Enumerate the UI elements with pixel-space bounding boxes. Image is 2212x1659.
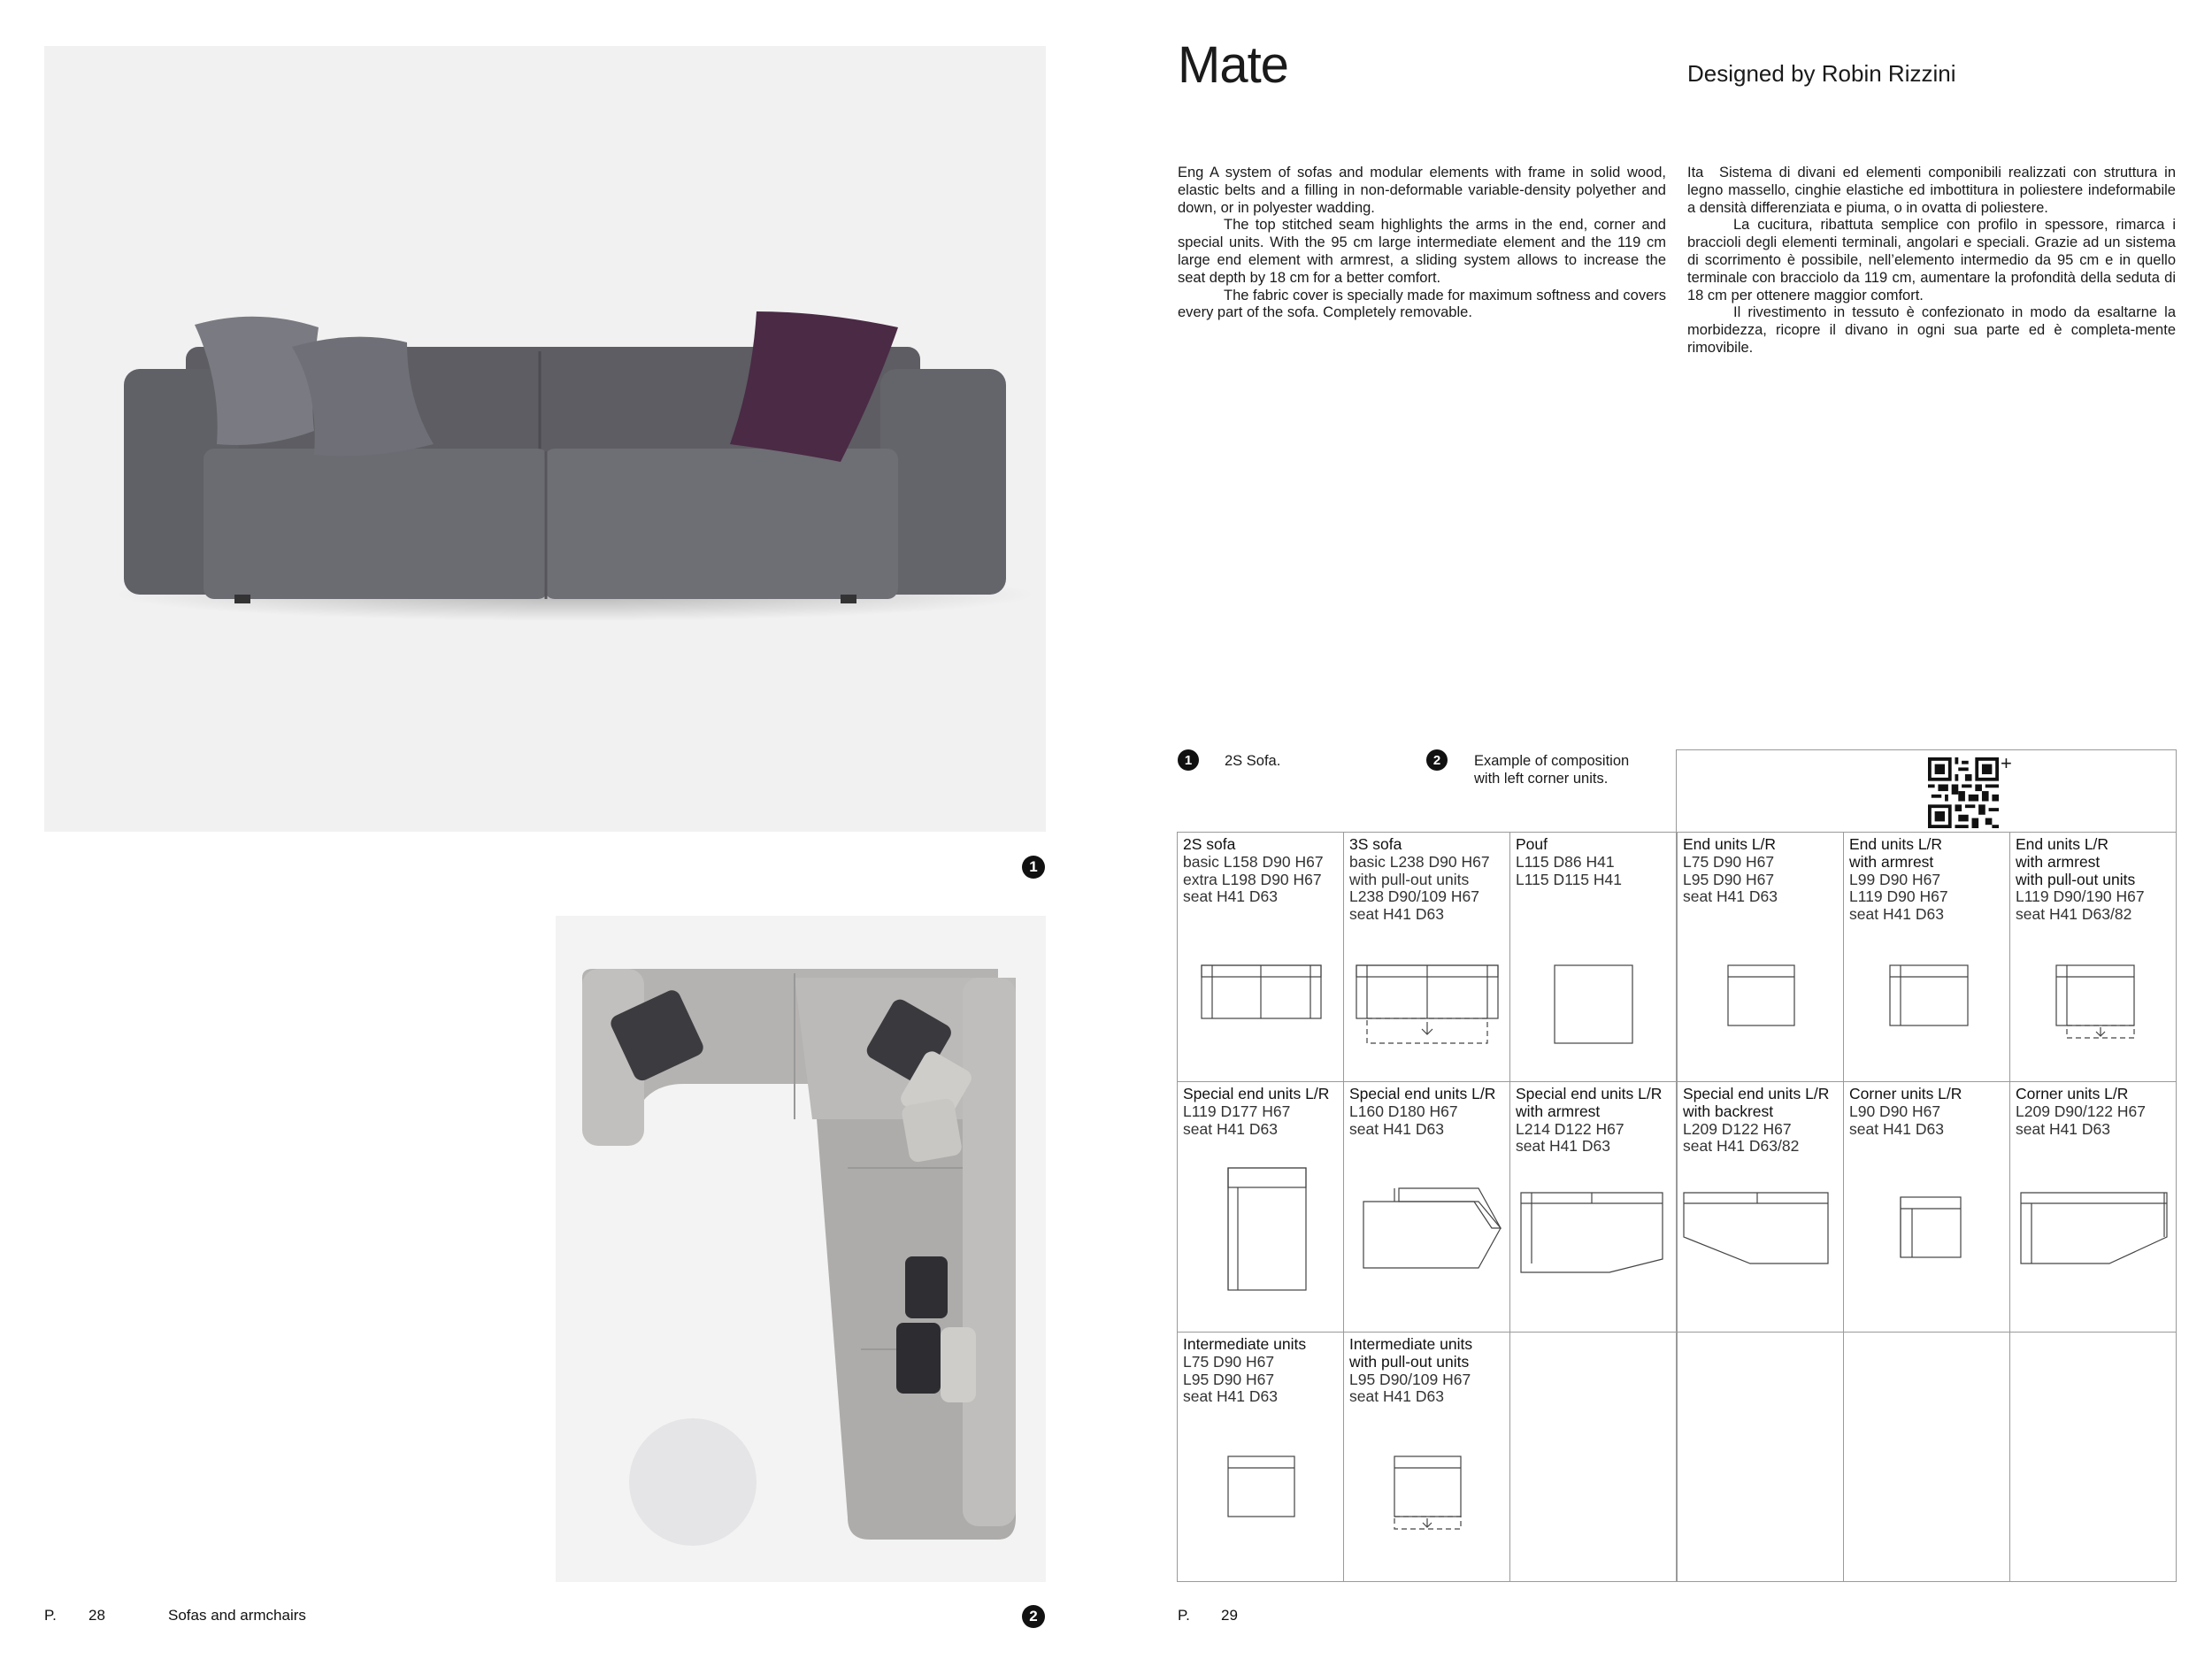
unit-technical-drawing xyxy=(1346,1455,1510,1587)
unit-dimension: seat H41 D63 xyxy=(2016,1119,2111,1138)
empty-unit-cell xyxy=(1677,1332,1844,1582)
unit-dimension: seat H41 D63 xyxy=(1183,1119,1279,1138)
unit-dimension: extra L198 D90 H67 xyxy=(1183,870,1322,888)
unit-dimension: L75 D90 H67 xyxy=(1683,852,1775,871)
unit-technical-drawing xyxy=(1846,964,2010,1096)
language-label-it: Ita xyxy=(1687,165,1704,180)
unit-dimension: L214 D122 H67 xyxy=(1516,1119,1624,1138)
unit-name: End units L/R xyxy=(2016,835,2109,853)
unit-technical-drawing xyxy=(1512,964,1677,1096)
unit-spec-text xyxy=(1683,1086,1829,1156)
unit-technical-drawing xyxy=(1346,964,1510,1096)
unit-spec-text xyxy=(1683,836,1778,906)
footer-prefix-right: P. xyxy=(1178,1607,1190,1624)
unit-spec-text xyxy=(1183,1086,1329,1138)
unit-spec-text xyxy=(1349,1336,1472,1406)
description-it-paragraph: La cucitura, ribattuta semplice con profilo in spessore, rimarca i braccioli degli elementi terminali, angolari e speciali. Grazie ad un sistema di scorrimento è possibile, nell’elemento intermedio da 95 cm e in quello terminale con bracciolo da 119 cm, aumentare la profondità della seduta di 18 cm per ottenere maggior comfort. xyxy=(1687,217,2176,303)
unit-dimension: seat H41 D63 xyxy=(1849,1119,1945,1138)
empty-unit-cell xyxy=(2009,1332,2177,1582)
description-en-paragraph: The fabric cover is specially made for maximum softness and covers every part of the sofa. Completely removable. xyxy=(1178,287,1666,321)
unit-spec-text xyxy=(1183,836,1324,906)
unit-dimension: basic L158 D90 H67 xyxy=(1183,852,1324,871)
caption-marker-1: 1 xyxy=(1178,749,1199,771)
unit-name: Special end units L/R xyxy=(1349,1085,1496,1102)
unit-dimension: L209 D90/122 H67 xyxy=(2016,1102,2146,1120)
product-title: Mate xyxy=(1178,36,1288,94)
unit-dimension: seat H41 D63 xyxy=(1349,905,1445,924)
unit-dimension: L115 D115 H41 xyxy=(1516,870,1622,888)
unit-dimension: basic L238 D90 H67 xyxy=(1349,852,1490,871)
photo-marker-1: 1 xyxy=(1022,856,1045,879)
unit-dimension: seat H41 D63 xyxy=(1849,905,1945,924)
unit-technical-drawing xyxy=(1179,1455,1344,1587)
unit-spec-text xyxy=(1849,1086,1962,1138)
description-en-paragraph: A system of sofas and modular elements with frame in solid wood, elastic belts and a filling in non-deformable variable-density polyether and down, or in polyester wadding. xyxy=(1178,165,1666,216)
unit-name: Corner units L/R xyxy=(2016,1085,2129,1102)
unit-cell xyxy=(1843,832,2010,1082)
unit-technical-drawing xyxy=(2012,964,2177,1096)
unit-spec-text xyxy=(1516,836,1622,888)
caption-2-line: Example of composition xyxy=(1474,753,1630,769)
caption-marker-2: 2 xyxy=(1426,749,1448,771)
description-en-paragraph: The top stitched seam highlights the arms in the end, corner and special units. With the 95 cm large intermediate element and the 119 cm large end element with armrest, a sliding system allows to increase the seat depth by 18 cm for a better comfort. xyxy=(1178,217,1666,286)
dimensions-grid xyxy=(1178,833,2177,1582)
unit-dimension: L99 D90 H67 xyxy=(1849,870,1941,888)
unit-technical-drawing xyxy=(1846,1166,2010,1299)
unit-dimension: L119 D90 H67 xyxy=(1849,887,1948,906)
unit-spec-text xyxy=(2016,1086,2146,1138)
unit-dimension: seat H41 D63/82 xyxy=(2016,905,2132,924)
unit-technical-drawing xyxy=(2012,1166,2177,1299)
unit-spec-text xyxy=(1349,1086,1495,1138)
unit-dimension: L119 D177 H67 xyxy=(1183,1102,1291,1120)
unit-name: End units L/R xyxy=(1683,835,1777,853)
unit-dimension: L95 D90 H67 xyxy=(1183,1370,1275,1388)
unit-cell xyxy=(2009,832,2177,1082)
sofa-front-photo xyxy=(44,46,1046,832)
unit-dimension: seat H41 D63 xyxy=(1349,1387,1445,1406)
unit-spec-text xyxy=(1849,836,1948,924)
unit-dimension: L90 D90 H67 xyxy=(1849,1102,1941,1120)
unit-cell xyxy=(1677,1081,1844,1333)
unit-dimension: L95 D90 H67 xyxy=(1683,870,1775,888)
designer-credit: Designed by Robin Rizzini xyxy=(1687,60,1956,87)
unit-dimension: seat H41 D63/82 xyxy=(1683,1137,1800,1156)
description-italian xyxy=(1687,165,2176,357)
footer-page-number-right: 29 xyxy=(1221,1607,1238,1624)
unit-cell xyxy=(1177,832,1344,1082)
unit-dimension: seat H41 D63 xyxy=(1516,1137,1611,1156)
unit-name: Special end units L/R xyxy=(1516,1085,1663,1102)
photo-marker-2: 2 xyxy=(1022,1605,1045,1628)
footer-prefix-left: P. xyxy=(44,1607,57,1624)
unit-dimension: seat H41 D63 xyxy=(1183,1387,1279,1406)
unit-name: with backrest xyxy=(1683,1102,1774,1120)
unit-name: Corner units L/R xyxy=(1849,1085,1962,1102)
unit-dimension: with pull-out units xyxy=(1349,870,1470,888)
composition-top-view-illustration xyxy=(556,916,1046,1582)
unit-name: Intermediate units xyxy=(1349,1335,1473,1353)
description-it-paragraph: Sistema di divani ed elementi componibili realizzati con struttura in legno massello, cinghie elastiche ed imbottitura in poliestere indeformabile a densità differenziata e piuma, o in ovatta di poliestere. xyxy=(1687,165,2176,216)
unit-dimension: L160 D180 H67 xyxy=(1349,1102,1458,1120)
unit-dimension: seat H41 D63 xyxy=(1349,1119,1445,1138)
unit-cell xyxy=(1177,1081,1344,1333)
unit-cell xyxy=(1343,832,1510,1082)
unit-cell xyxy=(1843,1081,2010,1333)
sofa-front-illustration xyxy=(44,46,1046,832)
footer-section-title: Sofas and armchairs xyxy=(168,1607,306,1624)
unit-name: End units L/R xyxy=(1849,835,1943,853)
unit-spec-text xyxy=(1183,1336,1306,1406)
unit-cell xyxy=(1343,1332,1510,1582)
unit-name: with armrest xyxy=(2016,852,2101,871)
unit-dimension: L115 D86 H41 xyxy=(1516,852,1615,871)
unit-technical-drawing xyxy=(1512,1166,1677,1299)
unit-dimension: seat H41 D63 xyxy=(1683,887,1778,906)
unit-name: with armrest xyxy=(1516,1102,1601,1120)
unit-name: with armrest xyxy=(1849,852,1934,871)
unit-technical-drawing xyxy=(1679,964,1844,1096)
caption-2-line: with left corner units. xyxy=(1474,771,1609,787)
unit-name: Special end units L/R xyxy=(1183,1085,1330,1102)
unit-name: 2S sofa xyxy=(1183,835,1236,853)
qr-plus-sign: + xyxy=(2001,752,2012,774)
language-label-en: Eng xyxy=(1178,165,1204,180)
empty-unit-cell xyxy=(1843,1332,2010,1582)
caption-2-text xyxy=(1474,752,1629,787)
unit-dimension: L75 D90 H67 xyxy=(1183,1352,1275,1371)
unit-dimension: L119 D90/190 H67 xyxy=(2016,887,2145,906)
unit-cell xyxy=(2009,1081,2177,1333)
empty-unit-cell xyxy=(1509,1332,1677,1582)
unit-spec-text xyxy=(1349,836,1490,924)
description-it-paragraph: Il rivestimento in tessuto è confezionato in modo da esaltarne la morbidezza, ricopre il divano in ogni sua parte ed è completa-mente rimovibile. xyxy=(1687,304,2176,356)
footer-page-number-left: 28 xyxy=(88,1607,105,1624)
unit-cell xyxy=(1343,1081,1510,1333)
composition-top-view-photo xyxy=(556,916,1046,1582)
unit-technical-drawing xyxy=(1179,964,1344,1096)
unit-cell xyxy=(1509,832,1677,1082)
unit-name: with pull-out units xyxy=(1349,1352,1470,1371)
qr-code-panel xyxy=(1676,749,2177,833)
unit-technical-drawing xyxy=(1679,1166,1844,1299)
unit-technical-drawing xyxy=(1179,1166,1344,1299)
unit-name: Intermediate units xyxy=(1183,1335,1307,1353)
unit-name: with pull-out units xyxy=(2016,870,2136,888)
unit-name: 3S sofa xyxy=(1349,835,1402,853)
unit-cell xyxy=(1677,832,1844,1082)
unit-dimension: L95 D90/109 H67 xyxy=(1349,1370,1471,1388)
qr-code-icon[interactable] xyxy=(1928,757,1999,828)
unit-cell xyxy=(1509,1081,1677,1333)
unit-cell xyxy=(1177,1332,1344,1582)
caption-1-text: 2S Sofa. xyxy=(1225,753,1281,769)
unit-name: Pouf xyxy=(1516,835,1548,853)
unit-dimension: seat H41 D63 xyxy=(1183,887,1279,906)
description-english xyxy=(1178,165,1666,322)
unit-name: Special end units L/R xyxy=(1683,1085,1830,1102)
unit-spec-text xyxy=(2016,836,2145,924)
unit-technical-drawing xyxy=(1346,1166,1510,1299)
unit-spec-text xyxy=(1516,1086,1662,1156)
unit-dimension: L209 D122 H67 xyxy=(1683,1119,1792,1138)
unit-dimension: L238 D90/109 H67 xyxy=(1349,887,1479,906)
